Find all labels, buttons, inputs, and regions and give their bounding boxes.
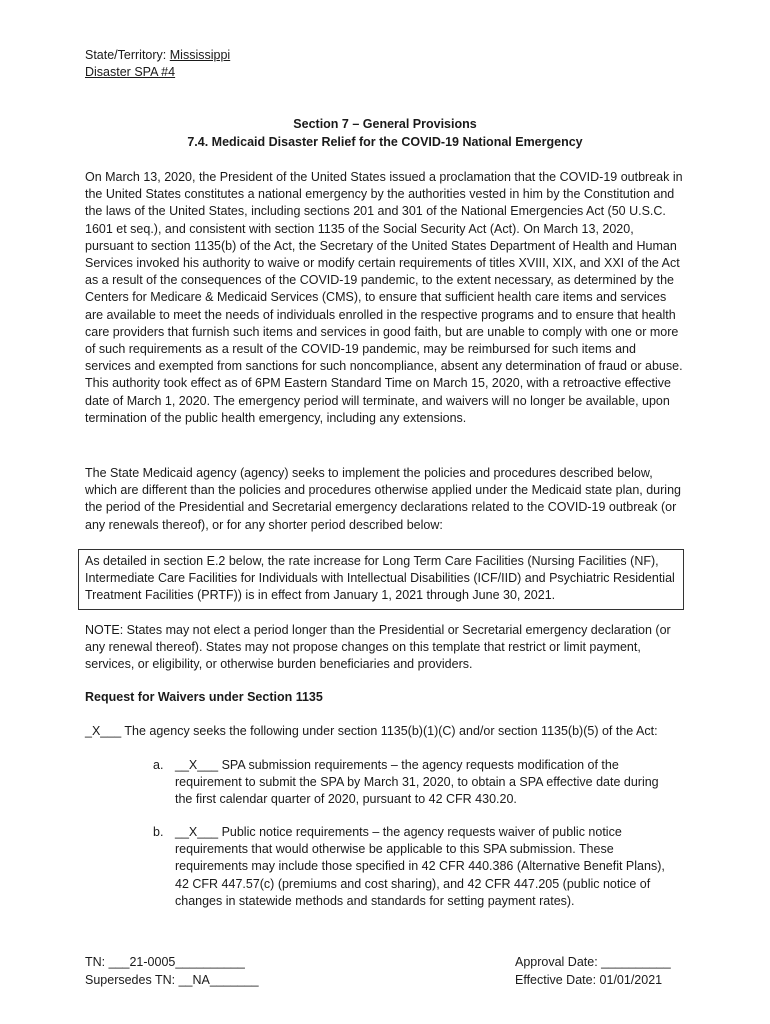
supersedes-line: [85, 971, 259, 989]
state-value: Mississippi: [169, 48, 231, 62]
tn-label: TN:: [85, 955, 106, 969]
footer-dates-block: [515, 953, 671, 989]
approval-label: Approval Date:: [515, 955, 598, 969]
note-paragraph: NOTE: States may not elect a period longer than the Presidential or Secretarial emergency declaration (or any renewal thereof). States may not propose changes on this template that restrict or limit payment, services, or eligibility, or otherwise burden beneficiaries and providers.: [85, 623, 671, 672]
section-title: Section 7 – General Provisions: [293, 117, 477, 131]
supersedes-label: Supersedes TN:: [85, 973, 176, 987]
list-item-text: __X___ Public notice requirements – the agency requests waiver of public notice requirements that would otherwise be applicable to this SPA submission. These requirements may include those specified in 42 CFR 440.386 (Alternative Benefit Plans), 42 CFR 447.57(c) (premiums and cost sharing), and 42 CFR 447.205 (public notice of changes in statewide methods and standards for setting payment rates).: [175, 825, 665, 908]
effective-period-text: As detailed in section E.2 below, the rate increase for Long Term Care Facilities (Nursing Facilities (NF), Intermediate Care Facilities for Individuals with Intellectual Disabilities (ICF/IID) and Psychiatric Residential Treatment Facilities (PRTF)) is in effect from January 1, 2021 through June 30, 2021.: [85, 554, 675, 603]
agency-request-line: _X___ The agency seeks the following under section 1135(b)(1)(C) and/or section 1135(b)(5) of the Act:: [85, 724, 658, 738]
paragraph-agency-policies: The State Medicaid agency (agency) seeks to implement the policies and procedures described below, which are different than the policies and procedures otherwise applied under the Medicaid state plan, during the period of the Presidential and Secretarial emergency declarations related to the COVID-19 outbreak (or any renewals thereof), or for any shorter period described below:: [85, 466, 681, 532]
tn-line: [85, 953, 259, 971]
effective-date-line: [515, 971, 671, 989]
state-line: [85, 47, 230, 64]
effective-value: 01/01/2021: [599, 973, 663, 987]
list-marker: a.: [153, 758, 164, 772]
approval-value: __________: [601, 955, 671, 969]
list-marker: b.: [153, 825, 164, 839]
paragraph-proclamation: On March 13, 2020, the President of the United States issued a proclamation that the COVID-19 outbreak in the United States constitutes a national emergency by the authorities vested in him by the Constitution and the laws of the United States, including sections 201 and 301 of the National Emergencies Act (50 U.S.C. 1601 et seq.), and consistent with section 1135 of the Social Security Act (Act). On March 13, 2020, pursuant to section 1135(b) of the Act, the Secretary of the United States Department of Health and Human Services invoked his authority to waive or modify certain requirements of titles XVIII, XIX, and XXI of the Act as a result of the consequences of the COVID-19 pandemic, to the extent necessary, as determined by the Centers for Medicare & Medicaid Services (CMS), to ensure that sufficient health care items and services are available to meet the needs of individuals enrolled in the respective programs and to ensure that health care providers that furnish such items and services in good faith, but are unable to comply with one or more of such requirements as a result of the COVID-19 pandemic, may be reimbursed for such items and services and exempted from sanctions for such noncompliance, absent any determination of fraud or abuse. This authority took effect as of 6PM Eastern Standard Time on March 15, 2020, with a retroactive effective date of March 1, 2020. The emergency period will terminate, and waivers will no longer be available, upon termination of the public health emergency, including any extensions.: [85, 170, 683, 425]
waiver-request-heading: Request for Waivers under Section 1135: [85, 690, 323, 704]
approval-date-line: [515, 953, 671, 971]
list-item-text: __X___ SPA submission requirements – the agency requests modification of the requirement to submit the SPA by March 31, 2020, to obtain a SPA effective date during the first calendar quarter of 2020, pursuant to 42 CFR 430.20.: [175, 758, 659, 807]
footer-tn-block: [85, 953, 259, 989]
disaster-spa-label: Disaster SPA #4: [85, 65, 176, 79]
state-label: State/Territory:: [85, 48, 167, 62]
document-header: [85, 47, 230, 81]
section-titles: [0, 115, 770, 151]
subsection-title: 7.4. Medicaid Disaster Relief for the COVID-19 National Emergency: [187, 135, 583, 149]
tn-value: ___21-0005__________: [108, 955, 245, 969]
effective-label: Effective Date:: [515, 973, 597, 987]
effective-period-box: [78, 549, 684, 610]
supersedes-value: __NA_______: [178, 973, 259, 987]
